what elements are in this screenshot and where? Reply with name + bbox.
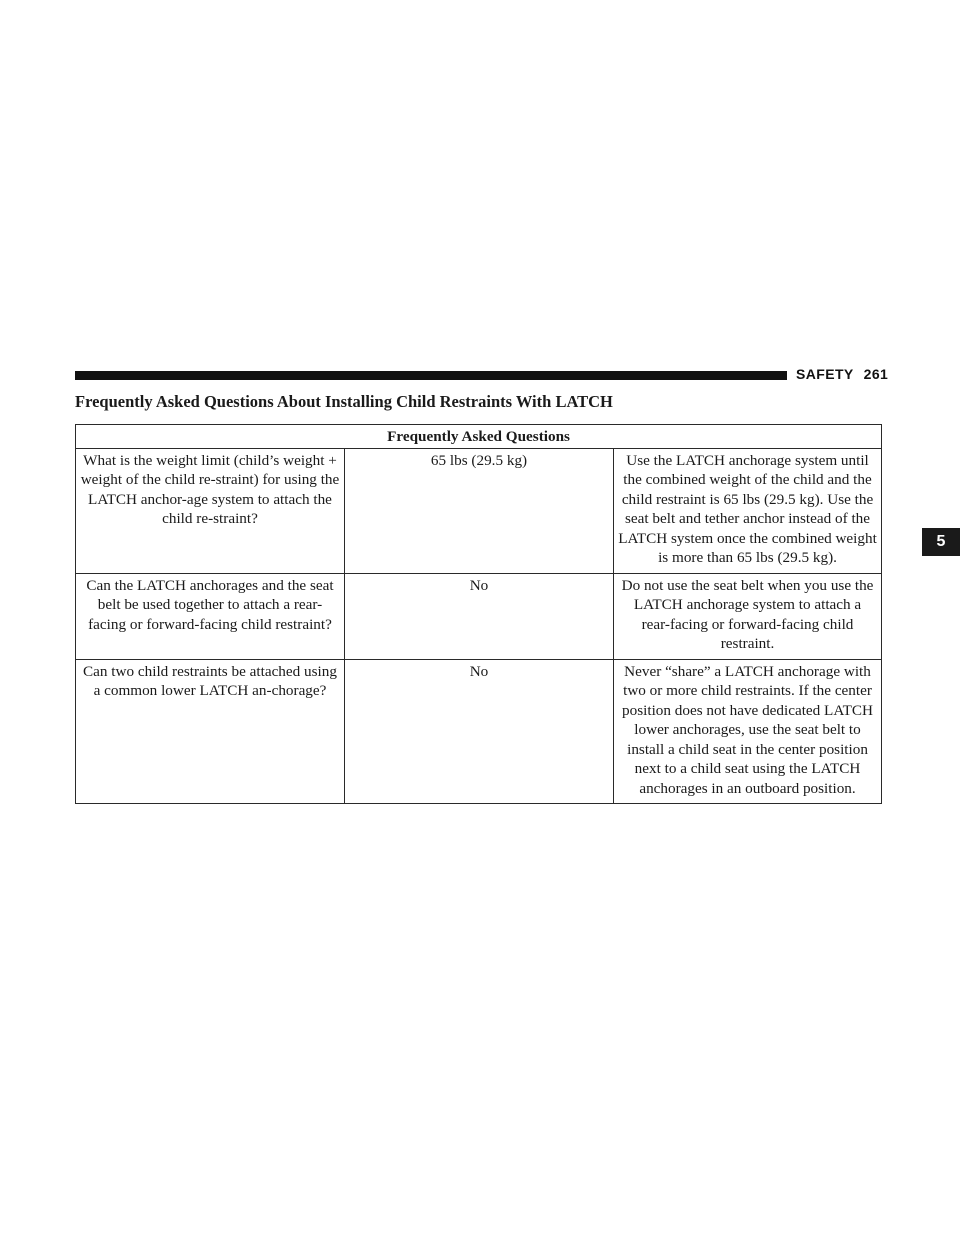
running-header [796, 366, 896, 382]
question-cell: Can two child restraints be attached using a common lower LATCH an-chorage? [76, 659, 345, 804]
section-heading: Frequently Asked Questions About Installing Child Restraints With LATCH [75, 392, 613, 411]
explanation-cell: Never “share” a LATCH anchorage with two or more child restraints. If the center position does not have dedicated LATCH lower anchorages, use the seat belt to install a child seat in the center position next to a child seat using the LATCH anchorages in an outboard position. [614, 659, 882, 804]
answer-cell: 65 lbs (29.5 kg) [345, 448, 614, 573]
table-caption-row [76, 425, 882, 449]
table-row [76, 448, 882, 573]
answer-cell: No [345, 573, 614, 659]
explanation-cell: Use the LATCH anchorage system until the combined weight of the child and the child restraint is 65 lbs (29.5 kg). Use the seat belt and tether anchor instead of the LATCH system once the combined weight is more than 65 lbs (29.5 kg). [614, 448, 882, 573]
table-row [76, 659, 882, 804]
header-rule [75, 371, 787, 380]
faq-table [75, 424, 882, 804]
explanation-cell: Do not use the seat belt when you use the LATCH anchorage system to attach a rear-facing or forward-facing child restraint. [614, 573, 882, 659]
answer-cell: No [345, 659, 614, 804]
question-cell: Can the LATCH anchorages and the seat belt be used together to attach a rear-facing or forward-facing child restraint? [76, 573, 345, 659]
table-row [76, 573, 882, 659]
page-number: 261 [863, 366, 889, 382]
chapter-tab: 5 [922, 528, 960, 556]
question-cell: What is the weight limit (child’s weight + weight of the child re-straint) for using the LATCH anchor-age system to attach the child re-straint? [76, 448, 345, 573]
section-name: SAFETY [796, 366, 854, 382]
table-caption: Frequently Asked Questions [76, 425, 882, 449]
